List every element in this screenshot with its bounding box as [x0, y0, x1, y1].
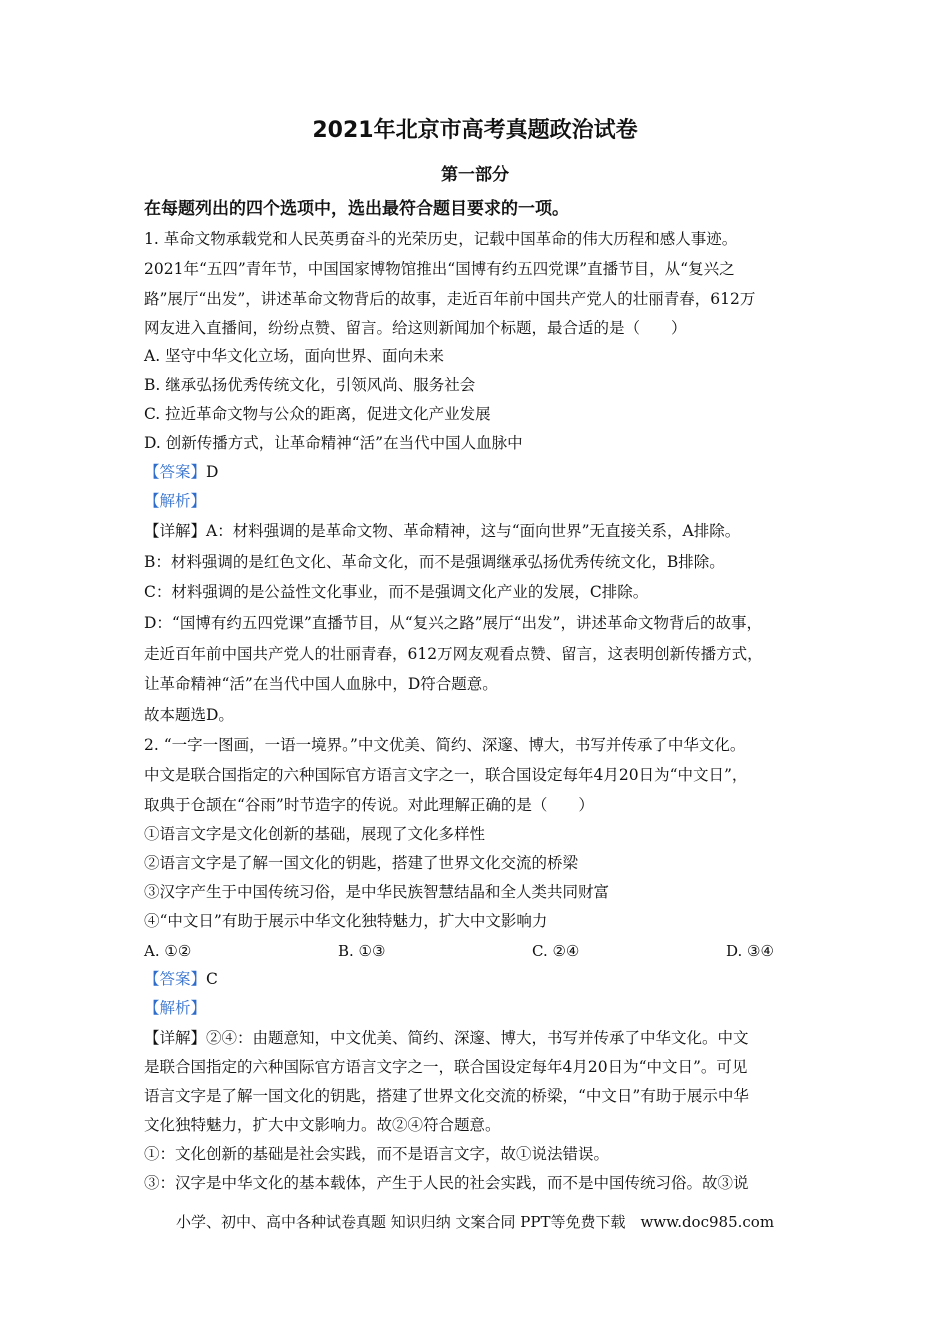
q2-detail-line: 是联合国指定的六种国际官方语言文字之一，联合国设定每年4月20日为“中文日”。可见	[144, 1058, 748, 1076]
q2-analysis-label: 【解析】	[144, 999, 207, 1017]
q1-detail-line: 走近百年前中国共产党人的壮丽青春，612万网友观看点赞、留言，这表明创新传播方式，	[144, 645, 763, 663]
q1-detail-line: 让革命精神“活”在当代中国人血脉中，D符合题意。	[144, 675, 498, 693]
q2-detail-line: ③：汉字是中华文化的基本载体，产生于人民的社会实践，而不是中国传统习俗。故③说	[144, 1174, 749, 1192]
detail-label: 【详解】	[144, 1029, 207, 1047]
q2-stem-line: 取典于仓颉在“谷雨”时节造字的传说。对此理解正确的是（ ）	[144, 796, 594, 814]
q1-stem-line: 1. 革命文物承载党和人民英勇奋斗的光荣历史，记载中国革命的伟大历程和感人事迹。	[144, 230, 738, 248]
q2-option-c: C. ②④	[532, 942, 580, 960]
q2-option-b: B. ①③	[338, 942, 386, 960]
q2-stem-line: 2. “一字一图画，一语一境界。”中文优美、简约、深邃、博大，书写并传承了中华文化。	[144, 736, 746, 754]
q1-detail-line: D：“国博有约五四党课”直播节目，从“复兴之路”展厅“出发”，讲述革命文物背后的故事，	[144, 614, 762, 632]
q1-answer	[144, 462, 218, 482]
q1-option-b: B. 继承弘扬优秀传统文化，引领风尚、服务社会	[144, 376, 476, 394]
q2-statement-3: ③汉字产生于中国传统习俗，是中华民族智慧结晶和全人类共同财富	[144, 883, 610, 901]
q2-statement-4: ④“中文日”有助于展示中华文化独特魅力，扩大中文影响力	[144, 912, 548, 930]
q2-option-d: D. ③④	[726, 942, 774, 960]
section-heading: 第一部分	[441, 165, 509, 185]
q1-detail-line: B：材料强调的是红色文化、革命文化，而不是强调继承弘扬优秀传统文化，B排除。	[144, 553, 725, 571]
detail-text: ②④：由题意知，中文优美、简约、深邃、博大，书写并传承了中华文化。中文	[206, 1029, 749, 1047]
q1-conclusion: 故本题选D。	[144, 706, 234, 724]
q2-answer	[144, 969, 218, 989]
q1-analysis-label: 【解析】	[144, 492, 207, 510]
q1-stem-line: 2021年“五四”青年节，中国国家博物馆推出“国博有约五四党课”直播节目，从“复兴之	[144, 260, 735, 278]
q1-option-c: C. 拉近革命文物与公众的距离，促进文化产业发展	[144, 405, 491, 423]
q2-option-a: A. ①②	[144, 942, 192, 960]
q1-option-a: A. 坚守中华文化立场，面向世界、面向未来	[144, 347, 445, 365]
detail-text: A：材料强调的是革命文物、革命精神，这与“面向世界”无直接关系，A排除。	[206, 522, 741, 540]
instruction-text: 在每题列出的四个选项中，选出最符合题目要求的一项。	[144, 199, 569, 219]
answer-value: D	[206, 463, 219, 481]
q2-detail-line: 文化独特魅力，扩大中文影响力。故②④符合题意。	[144, 1116, 501, 1134]
q1-detail-line: C：材料强调的是公益性文化事业，而不是强调文化产业的发展，C排除。	[144, 583, 649, 601]
answer-label: 【答案】	[144, 463, 207, 481]
q2-statement-2: ②语言文字是了解一国文化的钥匙，搭建了世界文化交流的桥梁	[144, 854, 579, 872]
q1-stem-line: 网友进入直播间，纷纷点赞、留言。给这则新闻加个标题，最合适的是（ ）	[144, 319, 687, 337]
q1-option-d: D. 创新传播方式，让革命精神“活”在当代中国人血脉中	[144, 434, 523, 452]
q2-statement-1: ①语言文字是文化创新的基础，展现了文化多样性	[144, 825, 486, 843]
q2-detail-line: 语言文字是了解一国文化的钥匙，搭建了世界文化交流的桥梁，“中文日”有助于展示中华	[144, 1087, 749, 1105]
q2-detail-line: ①：文化创新的基础是社会实践，而不是语言文字，故①说法错误。	[144, 1145, 610, 1163]
q2-stem-line: 中文是联合国指定的六种国际官方语言文字之一，联合国设定每年4月20日为“中文日”，	[144, 766, 748, 784]
q1-detail-line	[144, 521, 740, 541]
page-title: 2021年北京市高考真题政治试卷	[312, 118, 638, 143]
page-footer: 小学、初中、高中各种试卷真题 知识归纳 文案合同 PPT等免费下载 www.doc985.com	[175, 1213, 775, 1231]
detail-label: 【详解】	[144, 522, 207, 540]
answer-label: 【答案】	[144, 970, 207, 988]
q1-stem-line: 路”展厅“出发”，讲述革命文物背后的故事，走近百年前中国共产党人的壮丽青春，612万	[144, 290, 756, 308]
q2-detail-line	[144, 1028, 749, 1048]
answer-value: C	[206, 970, 218, 988]
